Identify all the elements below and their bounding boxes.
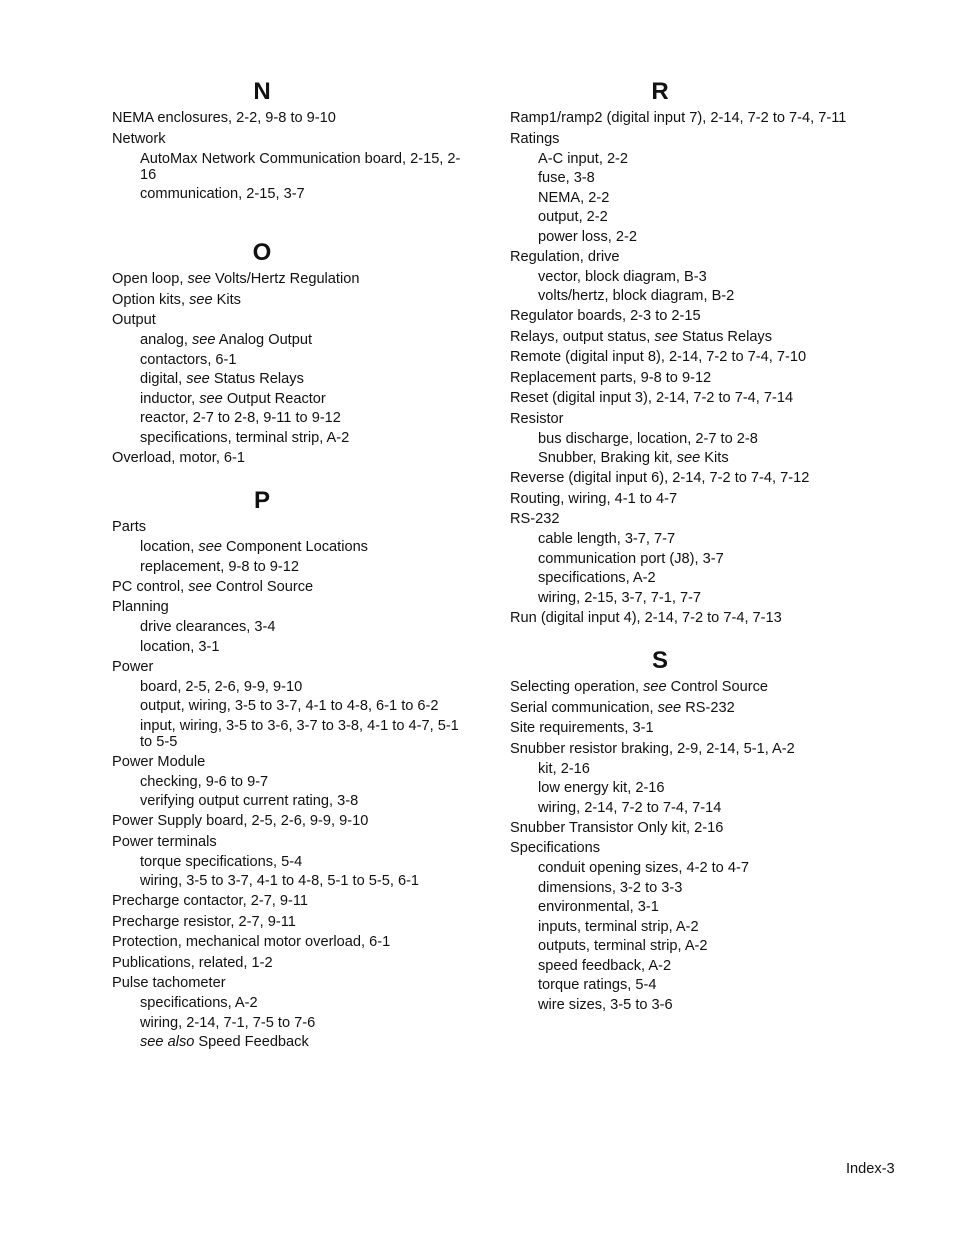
index-entry	[510, 306, 870, 327]
index-subentry	[112, 772, 472, 792]
index-subentry	[510, 188, 870, 208]
index-entry	[510, 368, 870, 389]
entry-text: Snubber resistor braking, 2-9, 2-14, 5-1, A-2	[510, 740, 795, 757]
section-gap	[112, 204, 472, 238]
entry-text: Overload, motor, 6-1	[112, 449, 246, 466]
index-entry	[112, 891, 472, 912]
section-gap	[112, 468, 472, 486]
entry-text: outputs, terminal strip, A-2	[538, 938, 708, 954]
index-subentry	[510, 227, 870, 247]
entry-text: Snubber Transistor Only kit, 2-16	[510, 819, 724, 836]
entry-text: Open loop,	[112, 271, 188, 287]
entry-text: communication port (J8), 3-7	[538, 550, 724, 567]
index-subentry	[510, 779, 870, 799]
index-entry	[112, 832, 472, 853]
section-letter-r: R	[651, 78, 669, 105]
see-reference: see	[186, 371, 210, 387]
entry-text: digital,	[140, 371, 187, 387]
entry-text: NEMA enclosures, 2-2, 9-8 to 9-10	[112, 110, 336, 126]
index-subentry	[510, 917, 870, 937]
entry-text: Output	[112, 312, 156, 328]
entry-text: AutoMax Network Communication board, 2-15, 2-16	[140, 150, 461, 183]
entry-text: Precharge contactor, 2-7, 9-11	[112, 893, 309, 909]
entry-text: wiring, 3-5 to 3-7, 4-1 to 4-8, 5-1 to 5-5, 6-1	[140, 873, 420, 889]
see-reference: see	[191, 332, 216, 348]
see-reference: see	[654, 328, 678, 345]
index-subentry	[112, 994, 472, 1014]
entry-text: power loss, 2-2	[538, 228, 637, 245]
page-number: Index-3	[846, 1161, 895, 1177]
index-subentry	[112, 538, 472, 558]
entry-text: output, wiring, 3-5 to 3-7, 4-1 to 4-8, 6-1 to 6-2	[140, 698, 439, 714]
index-subentry	[510, 429, 870, 449]
entry-text: wiring, 2-15, 3-7, 7-1, 7-7	[538, 589, 702, 606]
entry-text: Control Source	[211, 578, 314, 595]
entry-text: inductor,	[140, 390, 200, 407]
index-subentry	[112, 697, 472, 717]
entry-text: Option kits,	[112, 291, 190, 308]
entry-text: inputs, terminal strip, A-2	[538, 918, 699, 935]
index-entry	[510, 327, 870, 348]
entry-text: torque ratings, 5-4	[538, 977, 657, 993]
index-subentry	[112, 1033, 472, 1053]
index-subentry	[112, 389, 472, 409]
entry-text: volts/hertz, block diagram, B-2	[538, 288, 735, 304]
index-column-left	[112, 77, 472, 1052]
index-subentry	[510, 208, 870, 228]
section-letter-p: P	[253, 487, 270, 514]
index-subentry	[510, 267, 870, 287]
index-entry	[112, 310, 472, 331]
entry-text: wiring, 2-14, 7-1, 7-5 to 7-6	[140, 1014, 316, 1031]
entry-text: Pulse tachometer	[112, 975, 226, 991]
index-subentry	[510, 530, 870, 550]
section-gap	[510, 628, 870, 646]
index-subentry	[112, 637, 472, 657]
index-entry	[510, 468, 870, 489]
index-subentry	[510, 287, 870, 307]
see-reference: see	[657, 699, 682, 716]
entry-text: PC control,	[112, 578, 189, 595]
index-entry	[112, 752, 472, 773]
entry-text: environmental, 3-1	[538, 899, 659, 915]
entry-text: Power Supply board, 2-5, 2-6, 9-9, 9-10	[112, 813, 369, 829]
index-subentry	[510, 976, 870, 996]
entry-text: Remote (digital input 8), 2-14, 7-2 to 7-4, 7-10	[510, 349, 807, 365]
index-entry	[510, 409, 870, 430]
entry-text: conduit opening sizes, 4-2 to 4-7	[538, 860, 749, 876]
entry-text: Status Relays	[677, 328, 773, 345]
entry-text: analog,	[140, 332, 192, 348]
index-entry	[112, 932, 472, 953]
index-subentry	[112, 370, 472, 390]
entry-text: drive clearances, 3-4	[140, 619, 276, 635]
index-entry	[510, 739, 870, 760]
index-entry	[112, 108, 472, 129]
entry-text: Relays, output status,	[510, 328, 655, 345]
index-subentry	[510, 588, 870, 608]
index-subentry	[510, 169, 870, 189]
see-reference: see	[199, 390, 223, 407]
index-subentry	[510, 449, 870, 469]
entry-text: Power terminals	[112, 833, 217, 850]
entry-text: Speed Feedback	[194, 1034, 309, 1050]
index-subentry	[112, 1013, 472, 1033]
entry-text: Site requirements, 3-1	[510, 720, 654, 736]
index-entry	[510, 718, 870, 739]
index-subentry	[510, 956, 870, 976]
index-entry	[510, 838, 870, 859]
index-entry	[112, 811, 472, 832]
entry-text: Ratings	[510, 130, 560, 147]
entry-text: board, 2-5, 2-6, 9-9, 9-10	[140, 678, 303, 695]
entry-text: Power Module	[112, 753, 206, 770]
index-subentry	[112, 716, 472, 752]
index-entry	[112, 577, 472, 598]
index-subentry	[112, 677, 472, 697]
entry-text: vector, block diagram, B-3	[538, 268, 707, 285]
entry-text: contactors, 6-1	[140, 351, 237, 368]
entry-text: NEMA, 2-2	[538, 189, 610, 206]
index-entry	[112, 448, 472, 469]
entry-text: bus discharge, location, 2-7 to 2-8	[538, 430, 758, 447]
entry-text: location, 3-1	[140, 638, 220, 655]
index-subentry	[112, 792, 472, 812]
entry-text: Precharge resistor, 2-7, 9-11	[112, 913, 296, 930]
index-entry	[112, 269, 472, 290]
index-entry	[510, 247, 870, 268]
index-subentry	[510, 149, 870, 169]
entry-text: Network	[112, 130, 166, 147]
index-entry	[510, 608, 870, 629]
entry-text: Parts	[112, 519, 147, 535]
entry-text: output, 2-2	[538, 209, 608, 225]
index-subentry	[112, 149, 472, 185]
index-entry	[112, 657, 472, 678]
entry-text: Replacement parts, 9-8 to 9-12	[510, 369, 712, 386]
index-subentry	[510, 995, 870, 1015]
see-reference: see	[189, 291, 213, 308]
index-entry	[510, 677, 870, 698]
entry-text: RS-232	[510, 511, 560, 527]
entry-text: Output Reactor	[222, 390, 326, 407]
entry-text: Power	[112, 658, 154, 675]
index-subentry	[112, 185, 472, 205]
section-letter-n: N	[253, 78, 271, 105]
entry-text: Reverse (digital input 6), 2-14, 7-2 to 7-4, 7-12	[510, 470, 810, 486]
index-subentry	[510, 798, 870, 818]
index-entry	[510, 388, 870, 409]
index-entry	[112, 953, 472, 974]
entry-text: communication, 2-15, 3-7	[140, 186, 305, 202]
index-subentry	[510, 859, 870, 879]
entry-text: Protection, mechanical motor overload, 6-1	[112, 934, 391, 950]
entry-text: cable length, 3-7, 7-7	[538, 531, 676, 547]
entry-text: Ramp1/ramp2 (digital input 7), 2-14, 7-2 to 7-4, 7-11	[510, 110, 847, 126]
entry-text: checking, 9-6 to 9-7	[140, 773, 269, 790]
see-reference: see	[187, 271, 211, 287]
entry-text: wire sizes, 3-5 to 3-6	[538, 996, 673, 1013]
entry-text: Volts/Hertz Regulation	[211, 271, 360, 287]
entry-text: Reset (digital input 3), 2-14, 7-2 to 7-4, 7-14	[510, 390, 794, 406]
entry-text: Serial communication,	[510, 699, 658, 716]
entry-text: Specifications	[510, 840, 601, 856]
section-letter-o: O	[252, 239, 272, 266]
index-entry	[112, 517, 472, 538]
index-subentry	[112, 350, 472, 370]
see-reference: see also	[140, 1034, 195, 1050]
see-reference: see	[188, 578, 212, 595]
entry-text: specifications, A-2	[538, 570, 656, 586]
entry-text: kit, 2-16	[538, 760, 590, 777]
entry-text: specifications, terminal strip, A-2	[140, 429, 350, 446]
entry-text: Routing, wiring, 4-1 to 4-7	[510, 490, 678, 507]
index-subentry	[112, 409, 472, 429]
index-subentry	[112, 557, 472, 577]
index-subentry	[112, 872, 472, 892]
index-entry	[510, 698, 870, 719]
entry-text: Snubber, Braking kit,	[538, 450, 677, 466]
index-entry	[510, 489, 870, 510]
entry-text: Component Locations	[221, 539, 368, 555]
entry-text: replacement, 9-8 to 9-12	[140, 558, 299, 575]
entry-text: reactor, 2-7 to 2-8, 9-11 to 9-12	[140, 410, 341, 426]
entry-text: RS-232	[681, 699, 735, 716]
entry-text: input, wiring, 3-5 to 3-6, 3-7 to 3-8, 4-1 to 4-7, 5-1 to 5-5	[140, 717, 459, 750]
entry-text: verifying output current rating, 3-8	[140, 793, 359, 809]
entry-text: low energy kit, 2-16	[538, 780, 665, 796]
index-entry	[112, 129, 472, 150]
entry-text: Planning	[112, 599, 169, 615]
entry-text: Selecting operation,	[510, 679, 644, 695]
see-reference: see	[676, 450, 701, 466]
entry-text: Kits	[212, 291, 241, 308]
entry-text: Resistor	[510, 410, 564, 427]
index-subentry	[510, 878, 870, 898]
entry-text: Run (digital input 4), 2-14, 7-2 to 7-4, 7-13	[510, 609, 782, 626]
entry-text: wiring, 2-14, 7-2 to 7-4, 7-14	[538, 799, 722, 816]
index-entry	[510, 818, 870, 839]
index-entry	[112, 290, 472, 311]
see-reference: see	[643, 679, 667, 695]
see-reference: see	[198, 539, 222, 555]
entry-text: Analog Output	[215, 332, 313, 348]
index-subentry	[510, 549, 870, 569]
index-subentry	[112, 331, 472, 351]
entry-text: Status Relays	[209, 371, 304, 387]
entry-text: location,	[140, 539, 199, 555]
index-subentry	[510, 569, 870, 589]
index-subentry	[510, 937, 870, 957]
index-entry	[112, 597, 472, 618]
section-letter-s: S	[651, 647, 668, 674]
index-subentry	[112, 428, 472, 448]
index-subentry	[112, 852, 472, 872]
entry-text: torque specifications, 5-4	[140, 853, 303, 870]
entry-text: dimensions, 3-2 to 3-3	[538, 879, 683, 896]
index-subentry	[510, 898, 870, 918]
index-subentry	[510, 759, 870, 779]
index-entry	[510, 108, 870, 129]
entry-text: Publications, related, 1-2	[112, 954, 273, 971]
index-entry	[510, 347, 870, 368]
index-entry	[510, 509, 870, 530]
entry-text: fuse, 3-8	[538, 170, 595, 186]
entry-text: Control Source	[666, 679, 768, 695]
entry-text: Regulation, drive	[510, 248, 620, 265]
entry-text: speed feedback, A-2	[538, 957, 672, 974]
index-subentry	[112, 618, 472, 638]
index-entry	[510, 129, 870, 150]
index-column-right	[510, 77, 870, 1015]
index-entry	[112, 973, 472, 994]
entry-text: A-C input, 2-2	[538, 150, 629, 167]
entry-text: Kits	[700, 450, 729, 466]
entry-text: specifications, A-2	[140, 995, 258, 1011]
index-entry	[112, 912, 472, 933]
entry-text: Regulator boards, 2-3 to 2-15	[510, 308, 701, 324]
